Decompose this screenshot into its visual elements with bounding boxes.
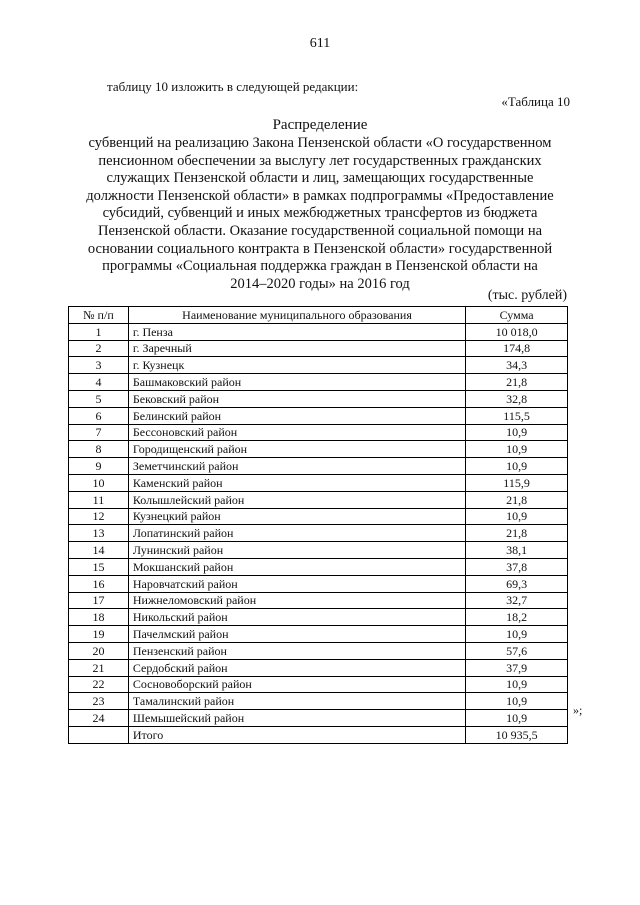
table-total-row	[69, 726, 568, 743]
document-title: Распределение	[272, 117, 368, 133]
table-row	[69, 374, 568, 391]
row-name: г. Заречный	[128, 340, 465, 357]
row-number: 11	[69, 491, 129, 508]
row-name: Башмаковский район	[128, 374, 465, 391]
subtitle-line: программы «Социальная поддержка граждан в Пензенской области на	[102, 258, 538, 275]
row-number: 14	[69, 542, 129, 559]
row-name: Сосновоборский район	[128, 676, 465, 693]
subtitle-line: основании социального контракта в Пензенской области» государственной	[87, 240, 553, 257]
row-number: 2	[69, 340, 129, 357]
row-name: Бессоновский район	[128, 424, 465, 441]
intro-text: таблицу 10 изложить в следующей редакции:	[107, 79, 359, 94]
row-number: 22	[69, 676, 129, 693]
row-sum: 115,5	[466, 407, 568, 424]
row-number: 4	[69, 374, 129, 391]
table-row	[69, 558, 568, 575]
row-number: 18	[69, 609, 129, 626]
row-sum: 38,1	[466, 542, 568, 559]
table-row	[69, 693, 568, 710]
row-sum: 21,8	[466, 491, 568, 508]
row-sum: 32,8	[466, 390, 568, 407]
row-number: 20	[69, 642, 129, 659]
table-row	[69, 491, 568, 508]
subtitle-line: пенсионном обеспечении за выслугу лет государственных гражданских	[98, 152, 542, 169]
table-row	[69, 659, 568, 676]
table-row	[69, 592, 568, 609]
row-number: 3	[69, 357, 129, 374]
subtitle-line: служащих Пензенской области и лиц, замещающих государственные	[106, 170, 534, 187]
row-sum: 10,9	[466, 424, 568, 441]
row-number	[69, 726, 129, 743]
table-row	[69, 441, 568, 458]
row-sum: 21,8	[466, 525, 568, 542]
row-name: Лунинский район	[128, 542, 465, 559]
row-name: Кузнецкий район	[128, 508, 465, 525]
row-name: Колышлейский район	[128, 491, 465, 508]
row-sum: 10,9	[466, 626, 568, 643]
row-name: Городищенский район	[128, 441, 465, 458]
row-sum: 34,3	[466, 357, 568, 374]
row-sum: 10,9	[466, 458, 568, 475]
document-subtitle	[70, 135, 570, 293]
units-label: (тыс. рублей)	[487, 288, 567, 303]
subtitle-line: Пензенской области. Оказание государственной социальной помощи на	[97, 222, 543, 239]
row-number: 1	[69, 323, 129, 340]
row-number: 23	[69, 693, 129, 710]
header-name: Наименование муниципального образования	[128, 307, 465, 324]
row-sum: 174,8	[466, 340, 568, 357]
row-sum: 10 935,5	[466, 726, 568, 743]
row-number: 7	[69, 424, 129, 441]
row-sum: 10,9	[466, 693, 568, 710]
row-name: Каменский район	[128, 474, 465, 491]
table-row	[69, 340, 568, 357]
row-name: Пензенский район	[128, 642, 465, 659]
table-row	[69, 323, 568, 340]
row-number: 24	[69, 710, 129, 727]
row-sum: 57,6	[466, 642, 568, 659]
row-sum: 10,9	[466, 676, 568, 693]
table-row	[69, 676, 568, 693]
row-sum: 69,3	[466, 575, 568, 592]
row-number: 16	[69, 575, 129, 592]
row-name: г. Кузнецк	[128, 357, 465, 374]
page-number: 611	[309, 36, 331, 51]
row-name: Сердобский район	[128, 659, 465, 676]
table-label: «Таблица 10	[501, 94, 570, 109]
row-number: 17	[69, 592, 129, 609]
table-row	[69, 390, 568, 407]
row-sum: 37,8	[466, 558, 568, 575]
row-number: 8	[69, 441, 129, 458]
subtitle-line: должности Пензенской области» в рамках подпрограммы «Предоставление	[86, 187, 554, 204]
table-row	[69, 609, 568, 626]
header-number: № п/п	[69, 307, 129, 324]
row-number: 21	[69, 659, 129, 676]
row-number: 12	[69, 508, 129, 525]
row-sum: 18,2	[466, 609, 568, 626]
row-number: 10	[69, 474, 129, 491]
row-sum: 21,8	[466, 374, 568, 391]
table-row	[69, 508, 568, 525]
row-number: 6	[69, 407, 129, 424]
row-number: 9	[69, 458, 129, 475]
header-sum: Сумма	[466, 307, 568, 324]
row-number: 5	[69, 390, 129, 407]
row-sum: 32,7	[466, 592, 568, 609]
row-number: 15	[69, 558, 129, 575]
row-name: Тамалинский район	[128, 693, 465, 710]
subsidy-table	[68, 306, 568, 744]
table-row	[69, 458, 568, 475]
table-row	[69, 525, 568, 542]
table-header-row	[69, 307, 568, 324]
subtitle-line: субвенций на реализацию Закона Пензенской области «О государственном	[88, 135, 552, 151]
closing-quote: »;	[573, 703, 583, 717]
row-name: Белинский район	[128, 407, 465, 424]
row-name: Мокшанский район	[128, 558, 465, 575]
row-sum: 10,9	[466, 508, 568, 525]
row-sum: 10,9	[466, 441, 568, 458]
table-row	[69, 575, 568, 592]
row-name: Итого	[128, 726, 465, 743]
row-number: 19	[69, 626, 129, 643]
row-name: Никольский район	[128, 609, 465, 626]
table-row	[69, 424, 568, 441]
row-name: Шемышейский район	[128, 710, 465, 727]
table-body	[69, 323, 568, 743]
row-name: Наровчатский район	[128, 575, 465, 592]
row-sum: 10,9	[466, 710, 568, 727]
row-name: Бековский район	[128, 390, 465, 407]
row-sum: 10 018,0	[466, 323, 568, 340]
row-name: Лопатинский район	[128, 525, 465, 542]
row-sum: 115,9	[466, 474, 568, 491]
row-sum: 37,9	[466, 659, 568, 676]
table-row	[69, 357, 568, 374]
row-name: Земетчинский район	[128, 458, 465, 475]
row-name: Нижнеломовский район	[128, 592, 465, 609]
table-row	[69, 642, 568, 659]
row-name: г. Пенза	[128, 323, 465, 340]
table-row	[69, 542, 568, 559]
table-row	[69, 474, 568, 491]
table-row	[69, 407, 568, 424]
table-row	[69, 626, 568, 643]
table-row	[69, 710, 568, 727]
subtitle-line: субсидий, субвенций и иных межбюджетных трансфертов из бюджета	[102, 205, 538, 222]
row-name: Пачелмский район	[128, 626, 465, 643]
row-number: 13	[69, 525, 129, 542]
subtitle-line: 2014–2020 годы» на 2016 год	[230, 275, 410, 292]
